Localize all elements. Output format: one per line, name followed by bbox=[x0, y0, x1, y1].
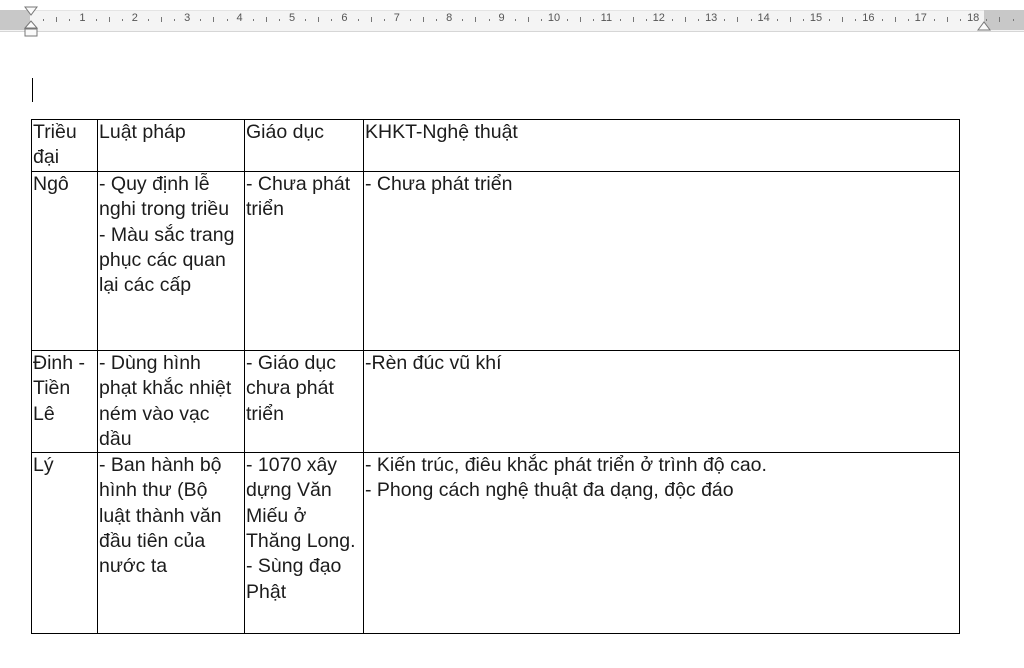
ruler-dot bbox=[227, 19, 228, 21]
education-cell[interactable] bbox=[245, 351, 364, 453]
header-cell-law[interactable]: Luật pháp bbox=[98, 120, 245, 172]
ruler-dot bbox=[567, 19, 568, 21]
ruler-dot bbox=[777, 19, 778, 21]
ruler-label: 8 bbox=[446, 12, 453, 24]
cell-line: - Quy định lễ nghi trong triều bbox=[99, 173, 230, 221]
ruler-dot bbox=[541, 19, 542, 21]
table-header-row bbox=[32, 120, 960, 172]
ruler-tick bbox=[371, 17, 372, 22]
ruler-dot bbox=[200, 19, 201, 21]
ruler-tick bbox=[895, 17, 896, 22]
cell-line: - Phong cách nghệ thuật đa dạng, độc đáo bbox=[365, 479, 734, 502]
ruler-tick bbox=[109, 17, 110, 22]
ruler-label: 13 bbox=[705, 12, 718, 24]
cell-line: - Dùng hình phạt khắc nhiệt ném vào vạc dầu bbox=[99, 352, 232, 450]
ruler-tick bbox=[56, 17, 57, 22]
ruler-dot bbox=[69, 19, 70, 21]
cell-line: - Kiến trúc, điêu khắc phát triển ở trình độ cao. bbox=[365, 454, 767, 477]
ruler-dot bbox=[908, 19, 909, 21]
ruler-dot bbox=[672, 19, 673, 21]
cell-line: - Ban hành bộ hình thư (Bộ luật thành văn đầu tiên của nước ta bbox=[99, 454, 222, 578]
header-cell-education[interactable]: Giáo dục bbox=[245, 120, 364, 172]
ruler-tick bbox=[580, 17, 581, 22]
ruler-dot bbox=[331, 19, 332, 21]
ruler-tick bbox=[423, 17, 424, 22]
ruler-dot bbox=[410, 19, 411, 21]
cell-line: - Màu sắc trang phục các quan lại các cấp bbox=[99, 223, 235, 297]
ruler-tick bbox=[161, 17, 162, 22]
dynasty-cell[interactable]: Lý bbox=[32, 453, 98, 634]
header-cell-arts[interactable]: KHKT-Nghệ thuật bbox=[364, 120, 960, 172]
ruler-tick bbox=[266, 17, 267, 22]
first-line-indent-marker-icon[interactable] bbox=[24, 6, 38, 40]
ruler-tick bbox=[947, 17, 948, 22]
ruler-label: 7 bbox=[393, 12, 400, 24]
ruler-dot bbox=[358, 19, 359, 21]
right-indent-marker-icon[interactable] bbox=[977, 14, 991, 32]
ruler-dot bbox=[436, 19, 437, 21]
ruler-label: 5 bbox=[288, 12, 296, 24]
ruler-label: 16 bbox=[862, 12, 875, 24]
ruler-dot bbox=[698, 19, 699, 21]
ruler-label: 12 bbox=[652, 12, 665, 24]
ruler-label: 1 bbox=[79, 12, 86, 24]
arts-cell[interactable] bbox=[364, 453, 960, 634]
education-cell[interactable] bbox=[245, 172, 364, 351]
arts-cell[interactable] bbox=[364, 172, 960, 351]
ruler-dot bbox=[593, 19, 594, 21]
ruler-dot bbox=[855, 19, 856, 21]
ruler-dot bbox=[1013, 19, 1014, 21]
cell-line: -Rèn đúc vũ khí bbox=[365, 352, 502, 374]
ruler-dot bbox=[751, 19, 752, 21]
ruler-tick bbox=[633, 17, 634, 22]
ruler-dot bbox=[724, 19, 725, 21]
ruler-label: 11 bbox=[600, 12, 613, 24]
cell-line: - 1070 xây dựng Văn Miếu ở Thăng Long. bbox=[246, 454, 356, 553]
ruler-label: 6 bbox=[341, 12, 348, 24]
ruler-dot bbox=[515, 19, 516, 21]
dynasty-cell[interactable]: Đinh - Tiền Lê bbox=[32, 351, 98, 453]
law-cell[interactable] bbox=[98, 351, 245, 453]
ruler-dot bbox=[489, 19, 490, 21]
ruler-dot bbox=[253, 19, 254, 21]
ruler-label: 17 bbox=[914, 12, 927, 24]
ruler-tick bbox=[213, 17, 214, 22]
horizontal-ruler[interactable] bbox=[0, 0, 1024, 40]
ruler-tick bbox=[475, 17, 476, 22]
ruler-tick bbox=[999, 17, 1000, 22]
table-row bbox=[32, 453, 960, 634]
ruler-dot bbox=[174, 19, 175, 21]
ruler-dot bbox=[148, 19, 149, 21]
ruler-tick bbox=[842, 17, 843, 22]
table-row bbox=[32, 351, 960, 453]
cell-line: - Sùng đạo Phật bbox=[246, 555, 342, 603]
ruler-dot bbox=[620, 19, 621, 21]
text-cursor bbox=[32, 78, 33, 102]
ruler-dot bbox=[646, 19, 647, 21]
cell-line: - Chưa phát triển bbox=[246, 173, 351, 221]
dynasty-comparison-table bbox=[31, 119, 960, 634]
ruler-label: 10 bbox=[547, 12, 561, 24]
ruler-label: 18 bbox=[967, 12, 980, 24]
dynasty-cell[interactable]: Ngô bbox=[32, 172, 98, 351]
ruler-tick bbox=[790, 17, 791, 22]
law-cell[interactable] bbox=[98, 172, 245, 351]
ruler-label: 14 bbox=[757, 12, 770, 24]
ruler-dot bbox=[122, 19, 123, 21]
ruler-label: 3 bbox=[184, 12, 191, 24]
ruler-label: 15 bbox=[809, 12, 823, 24]
ruler-dot bbox=[96, 19, 97, 21]
header-cell-dynasty[interactable]: Triều đại bbox=[32, 120, 98, 172]
ruler-dot bbox=[960, 19, 961, 21]
ruler-label: 9 bbox=[498, 12, 505, 24]
education-cell[interactable] bbox=[245, 453, 364, 634]
ruler-dot bbox=[384, 19, 385, 21]
table-row bbox=[32, 172, 960, 351]
ruler-dot bbox=[829, 19, 830, 21]
cell-line: - Chưa phát triển bbox=[365, 173, 513, 195]
ruler-dot bbox=[279, 19, 280, 21]
ruler-tick bbox=[318, 17, 319, 22]
cell-line: - Giáo dục chưa phát triển bbox=[246, 352, 336, 425]
ruler-label: 4 bbox=[236, 12, 243, 24]
ruler-dot bbox=[803, 19, 804, 21]
ruler-label: 2 bbox=[131, 12, 138, 24]
arts-cell[interactable] bbox=[364, 351, 960, 453]
ruler-dot bbox=[462, 19, 463, 21]
ruler-tick bbox=[737, 17, 738, 22]
ruler-dot bbox=[43, 19, 44, 21]
ruler-dot bbox=[305, 19, 306, 21]
ruler-dot bbox=[882, 19, 883, 21]
ruler-tick bbox=[685, 17, 686, 22]
ruler-tick bbox=[528, 17, 529, 22]
ruler-dot bbox=[934, 19, 935, 21]
law-cell[interactable] bbox=[98, 453, 245, 634]
